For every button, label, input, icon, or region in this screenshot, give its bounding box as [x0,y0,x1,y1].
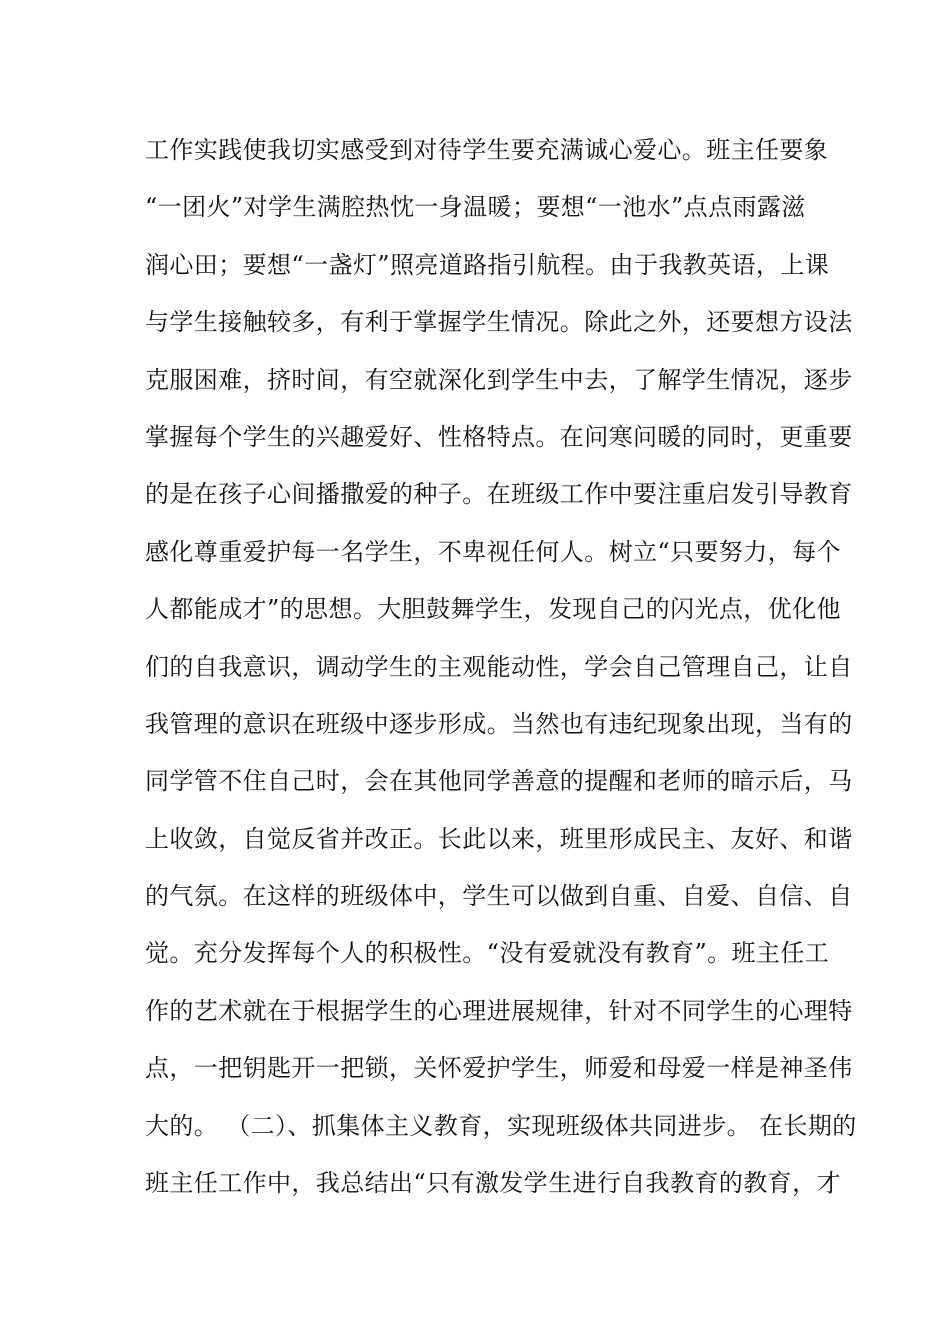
text-line-17: 点，一把钥匙开一把锁，关怀爱护学生，师爱和母爱一样是神圣伟 [145,1054,853,1083]
text-line-1: 工作实践使我切实感受到对待学生要充满诚心爱心。班主任要象 [145,136,829,164]
text-line-6: 掌握每个学生的兴趣爱好、性格特点。在问寒问暖的同时，更重要 [145,422,853,451]
text-line-2: “一团火”对学生满腔热忱一身温暖；要想“一池水”点点雨露滋 [145,193,806,222]
text-line-19: 班主任工作中，我总结出“只有激发学生进行自我教育的教育，才 [145,1169,841,1198]
text-line-18: 大的。 （二）、抓集体主义教育，实现班级体共同进步。 在长期的 [145,1111,857,1140]
text-line-9: 人都能成才”的思想。大胆鼓舞学生，发现自己的闪光点，优化他 [145,595,841,624]
text-line-10: 们的自我意识，调动学生的主观能动性，学会自己管理自己，让自 [145,652,853,681]
text-line-8: 感化尊重爱护每一名学生，不卑视任何人。树立“只要努力，每个 [145,537,841,566]
text-line-7: 的是在孩子心间播撒爱的种子。在班级工作中要注重启发引导教育 [145,480,853,509]
body-text [145,128,857,1218]
text-line-16: 作的艺术就在于根据学生的心理进展规律，针对不同学生的心理特 [145,996,853,1025]
text-line-4: 与学生接触较多，有利于掌握学生情况。除此之外，还要想方设法 [145,308,853,337]
text-line-3: 润心田；要想“一盏灯”照亮道路指引航程。由于我教英语，上课 [145,250,830,279]
text-line-14: 的气氛。在这样的班级体中，学生可以做到自重、自爱、自信、自 [145,882,853,911]
text-line-15: 觉。充分发挥每个人的积极性。“没有爱就没有教育”。班主任工 [145,939,830,968]
text-line-11: 我管理的意识在班级中逐步形成。当然也有违纪现象出现，当有的 [145,709,853,738]
text-line-5: 克服困难，挤时间，有空就深化到学生中去，了解学生情况，逐步 [145,365,853,394]
text-line-13: 上收敛，自觉反省并改正。长此以来，班里形成民主、友好、和谐 [145,824,853,853]
text-line-12: 同学管不住自己时，会在其他同学善意的提醒和老师的暗示后，马 [145,767,853,796]
